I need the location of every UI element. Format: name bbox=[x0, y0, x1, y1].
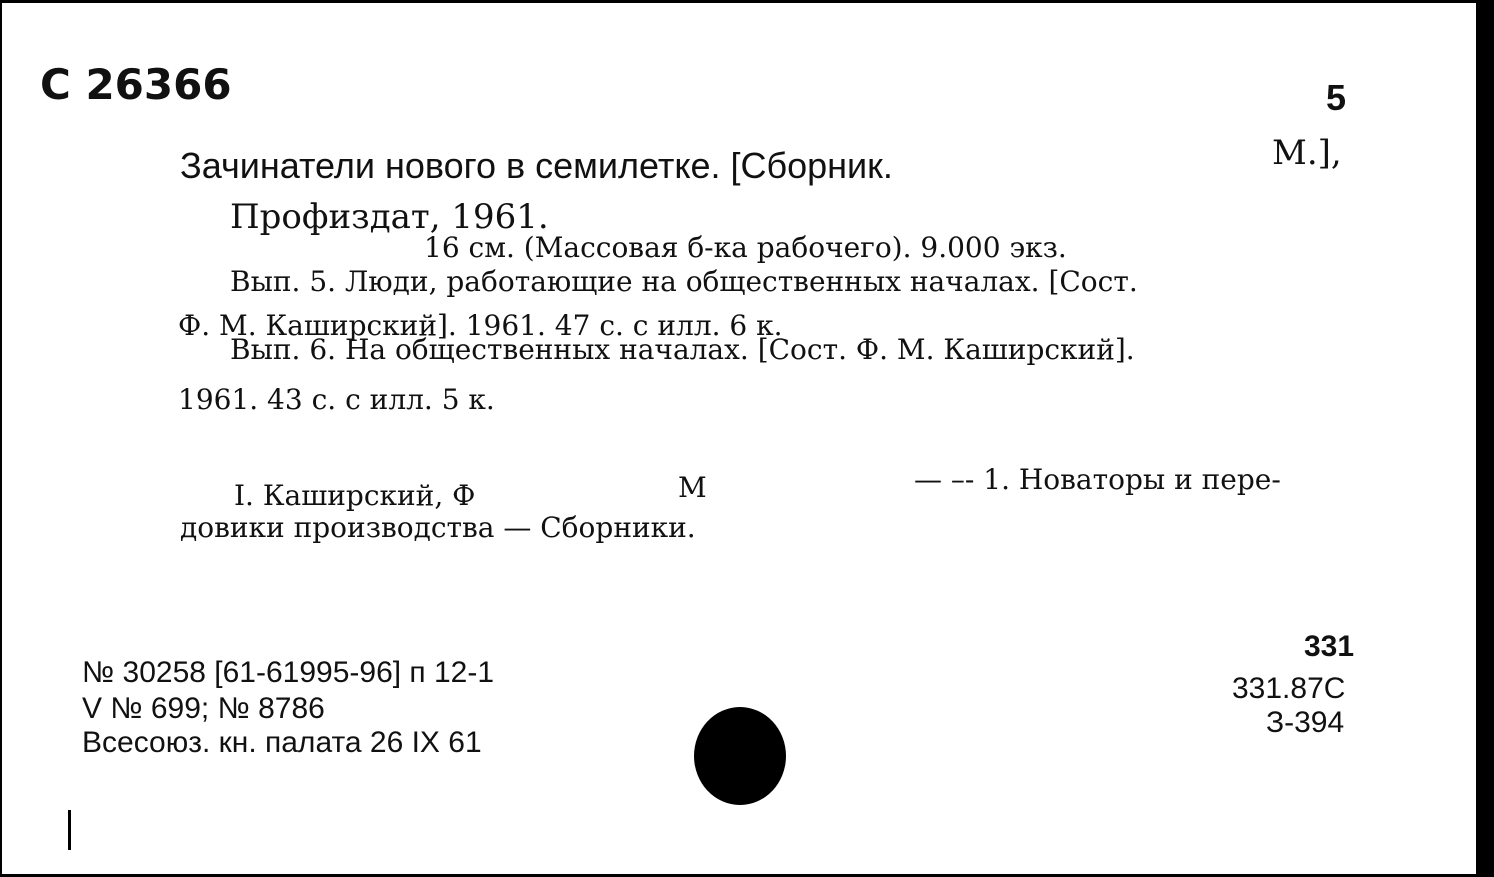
vol6-line2: 1961. 43 с. с илл. 5 к. bbox=[178, 383, 495, 416]
card-left-edge bbox=[0, 0, 2, 877]
publisher-line: Профиздат, 1961. bbox=[230, 197, 549, 237]
title-line: Зачинатели нового в семилетке. [Сборник. bbox=[180, 145, 893, 186]
class-code-3: З-394 bbox=[1266, 706, 1345, 739]
card-right-edge bbox=[1476, 0, 1494, 877]
card-top-edge bbox=[0, 0, 1494, 3]
vol5-line1: Вып. 5. Люди, работающие на общественных началах. [Сост. bbox=[230, 265, 1138, 298]
class-code-1: 331 bbox=[1304, 630, 1355, 663]
ink-mark bbox=[68, 810, 71, 850]
corner-number: 5 bbox=[1326, 77, 1347, 118]
tracing-middle: М bbox=[678, 471, 707, 504]
vol6-line1: Вып. 6. На общественных началах. [Сост. Ф. М. Каширский]. bbox=[230, 333, 1135, 366]
record-line1: № 30258 [61-61995-96] п 12-1 bbox=[82, 656, 495, 689]
record-line2: V № 699; № 8786 bbox=[82, 692, 325, 725]
punch-hole bbox=[694, 707, 786, 805]
record-line3: Всесоюз. кн. палата 26 IX 61 bbox=[82, 726, 482, 759]
class-code-2: 331.87С bbox=[1232, 672, 1346, 705]
tracing-subject: — –- 1. Новаторы и пере- bbox=[914, 463, 1281, 496]
title-end: М.], bbox=[1272, 133, 1342, 173]
handwritten-code: С 26366 bbox=[40, 60, 232, 109]
format-line: 16 см. (Массовая б-ка рабочего). 9.000 экз. bbox=[424, 231, 1067, 264]
tracing-line2: довики производства — Сборники. bbox=[180, 511, 696, 544]
tracing-author: I. Каширский, Ф bbox=[234, 479, 476, 512]
vol5-line2: Ф. М. Каширский]. 1961. 47 с. с илл. 6 к. bbox=[178, 309, 783, 342]
